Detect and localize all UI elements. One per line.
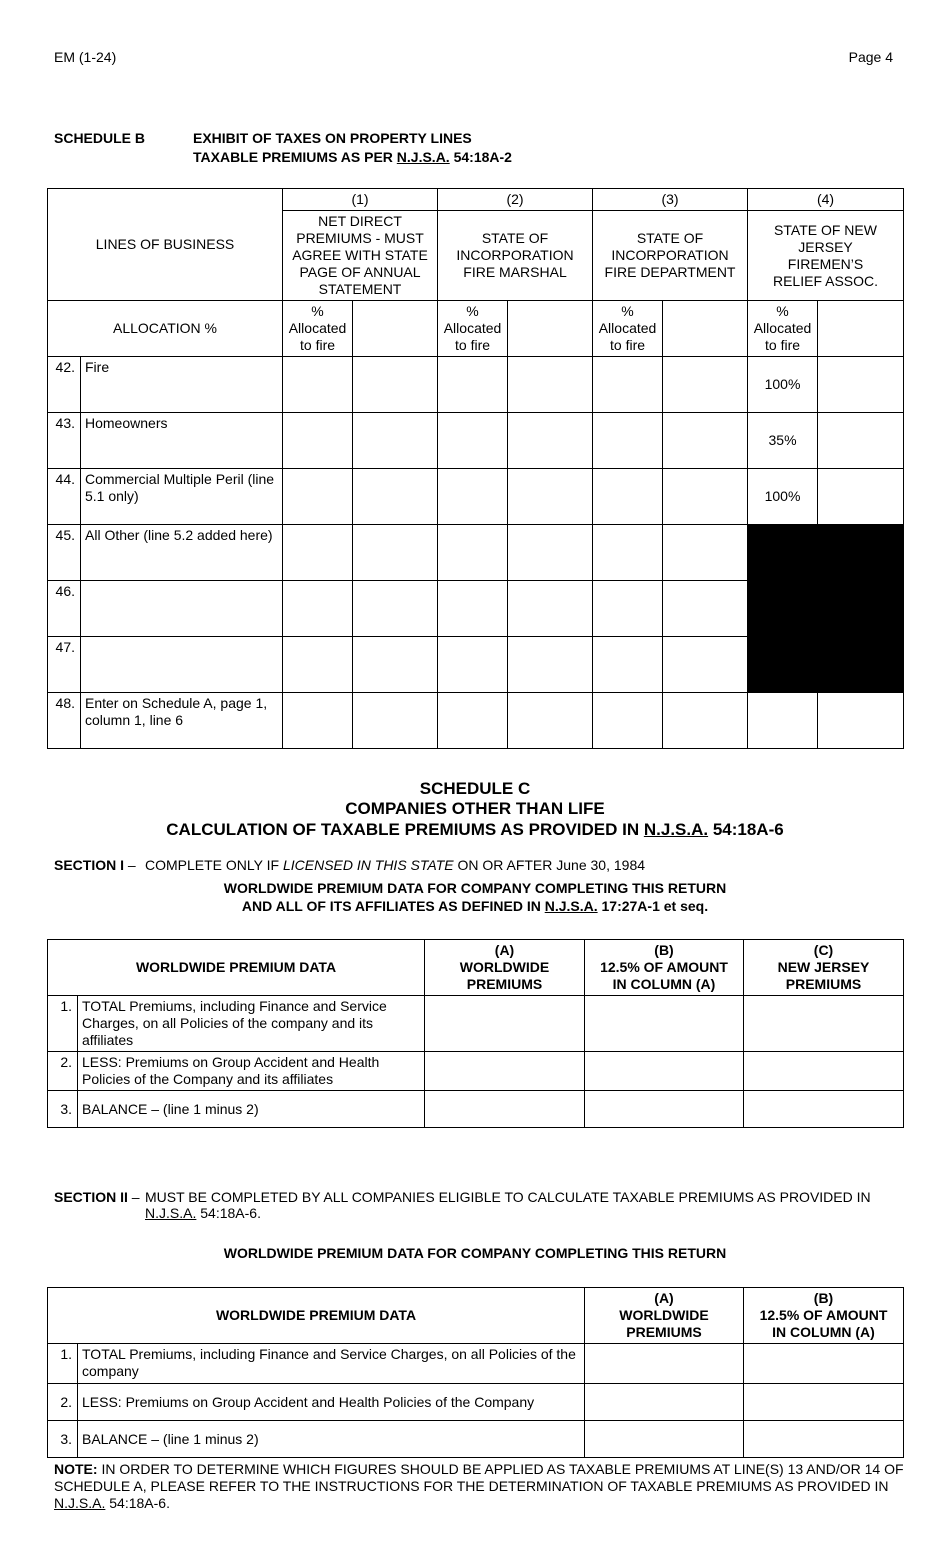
table-row xyxy=(48,525,904,581)
input-cell[interactable] xyxy=(663,693,748,749)
input-cell[interactable] xyxy=(425,1052,585,1091)
schedule-b-label: SCHEDULE B xyxy=(54,130,146,146)
row-number: 1. xyxy=(48,996,78,1052)
row-number: 1. xyxy=(48,1344,78,1384)
allocation-pct: 100% xyxy=(748,357,818,413)
input-cell[interactable] xyxy=(593,413,663,469)
row-number: 45. xyxy=(48,525,81,581)
input-cell[interactable] xyxy=(744,1421,904,1458)
table-row xyxy=(48,413,904,469)
input-cell[interactable] xyxy=(508,525,593,581)
col-4-number: (4) xyxy=(748,189,904,211)
col-c-header: (C) NEW JERSEY PREMIUMS xyxy=(744,940,904,996)
row-label: LESS: Premiums on Group Accident and Health Policies of the Company and its affiliates xyxy=(78,1052,425,1091)
table-row xyxy=(48,1344,904,1384)
input-cell[interactable] xyxy=(748,693,818,749)
input-cell[interactable] xyxy=(438,413,508,469)
row-number: 2. xyxy=(48,1384,78,1421)
input-cell[interactable] xyxy=(353,581,438,637)
input-cell[interactable] xyxy=(585,1052,744,1091)
input-cell[interactable] xyxy=(818,357,904,413)
section-2-table xyxy=(47,1287,904,1458)
col-3-number: (3) xyxy=(593,189,748,211)
input-cell[interactable] xyxy=(508,581,593,637)
lines-of-business-header: LINES OF BUSINESS xyxy=(48,189,283,301)
input-cell[interactable] xyxy=(438,637,508,693)
section-1-text: COMPLETE ONLY IF LICENSED IN THIS STATE ON OR AFTER June 30, 1984 xyxy=(145,857,646,873)
input-cell[interactable] xyxy=(744,1384,904,1421)
row-label: BALANCE – (line 1 minus 2) xyxy=(78,1421,585,1458)
row-label: Commercial Multiple Peril (line 5.1 only) xyxy=(81,469,283,525)
schedule-b-table xyxy=(47,188,904,749)
input-cell[interactable] xyxy=(593,357,663,413)
input-cell[interactable] xyxy=(593,637,663,693)
input-cell[interactable] xyxy=(585,1091,744,1128)
input-cell[interactable] xyxy=(818,469,904,525)
schedule-c-subtitle: COMPANIES OTHER THAN LIFE xyxy=(345,799,605,818)
pct-allocated-1: % Allocated to fire xyxy=(283,301,353,357)
row-label: Homeowners xyxy=(81,413,283,469)
input-cell[interactable] xyxy=(353,525,438,581)
row-label: Fire xyxy=(81,357,283,413)
note: NOTE: IN ORDER TO DETERMINE WHICH FIGURES SHOULD BE APPLIED AS TAXABLE PREMIUMS AT LINE(S) 13 AND/OR 14 OF SCHEDULE A, PLEASE REFER TO THE INSTRUCTIONS FOR THE DETERMINATION OF TAXABLE PREMIUMS AS PROVIDED IN N.J.S.A. 54:18A-6. xyxy=(54,1461,904,1511)
input-cell[interactable] xyxy=(818,693,904,749)
section-2-text: MUST BE COMPLETED BY ALL COMPANIES ELIGIBLE TO CALCULATE TAXABLE PREMIUMS AS PROVIDED IN N.J.S.A. 54:18A-6. xyxy=(145,1189,871,1221)
input-cell[interactable] xyxy=(663,413,748,469)
col-1-number: (1) xyxy=(283,189,438,211)
input-cell[interactable] xyxy=(353,469,438,525)
blacked-out-area xyxy=(748,525,904,693)
input-cell[interactable] xyxy=(353,693,438,749)
table-row xyxy=(48,693,904,749)
section-2-sub: WORLDWIDE PREMIUM DATA FOR COMPANY COMPLETING THIS RETURN xyxy=(223,1245,727,1261)
allocation-pct: 100% xyxy=(748,469,818,525)
table-header: WORLDWIDE PREMIUM DATA xyxy=(48,1288,585,1344)
input-cell[interactable] xyxy=(283,357,353,413)
row-number: 42. xyxy=(48,357,81,413)
input-cell[interactable] xyxy=(508,469,593,525)
table-row xyxy=(48,1421,904,1458)
row-number: 47. xyxy=(48,637,81,693)
input-cell[interactable] xyxy=(438,693,508,749)
table-row xyxy=(48,1052,904,1091)
row-number: 44. xyxy=(48,469,81,525)
pct-allocated-4: % Allocated to fire xyxy=(748,301,818,357)
row-label: TOTAL Premiums, including Finance and Service Charges, on all Policies of the company xyxy=(78,1344,585,1384)
amount-cell[interactable] xyxy=(353,301,438,357)
row-label xyxy=(81,581,283,637)
input-cell[interactable] xyxy=(438,357,508,413)
allocation-header: ALLOCATION % xyxy=(48,301,283,357)
amount-cell[interactable] xyxy=(508,301,593,357)
input-cell[interactable] xyxy=(283,469,353,525)
table-row xyxy=(48,996,904,1052)
schedule-c-calculation-title: CALCULATION OF TAXABLE PREMIUMS AS PROVIDED IN N.J.S.A. 54:18A-6 xyxy=(166,820,784,839)
input-cell[interactable] xyxy=(593,525,663,581)
row-number: 2. xyxy=(48,1052,78,1091)
form-id: EM (1-24) xyxy=(54,49,117,65)
col-2-title: STATE OF INCORPORATION FIRE MARSHAL xyxy=(438,211,593,301)
input-cell[interactable] xyxy=(663,581,748,637)
col-2-number: (2) xyxy=(438,189,593,211)
table-row xyxy=(48,1384,904,1421)
input-cell[interactable] xyxy=(585,1421,744,1458)
input-cell[interactable] xyxy=(353,637,438,693)
amount-cell[interactable] xyxy=(663,301,748,357)
input-cell[interactable] xyxy=(744,1091,904,1128)
input-cell[interactable] xyxy=(744,996,904,1052)
table-header: WORLDWIDE PREMIUM DATA xyxy=(48,940,425,996)
input-cell[interactable] xyxy=(438,525,508,581)
col-b-header: (B) 12.5% OF AMOUNT IN COLUMN (A) xyxy=(585,940,744,996)
input-cell[interactable] xyxy=(585,1384,744,1421)
amount-cell[interactable] xyxy=(818,301,904,357)
allocation-pct: 35% xyxy=(748,413,818,469)
input-cell[interactable] xyxy=(585,1344,744,1384)
row-label xyxy=(81,637,283,693)
input-cell[interactable] xyxy=(585,996,744,1052)
input-cell[interactable] xyxy=(283,581,353,637)
input-cell[interactable] xyxy=(663,469,748,525)
row-label: BALANCE – (line 1 minus 2) xyxy=(78,1091,425,1128)
row-number: 3. xyxy=(48,1091,78,1128)
pct-allocated-3: % Allocated to fire xyxy=(593,301,663,357)
input-cell[interactable] xyxy=(508,413,593,469)
row-number: 3. xyxy=(48,1421,78,1458)
input-cell[interactable] xyxy=(818,413,904,469)
input-cell[interactable] xyxy=(353,357,438,413)
row-number: 43. xyxy=(48,413,81,469)
schedule-c-title: SCHEDULE C xyxy=(419,779,531,798)
row-label: All Other (line 5.2 added here) xyxy=(81,525,283,581)
input-cell[interactable] xyxy=(593,693,663,749)
input-cell[interactable] xyxy=(425,996,585,1052)
pct-allocated-2: % Allocated to fire xyxy=(438,301,508,357)
col-1-title: NET DIRECT PREMIUMS - MUST AGREE WITH STATE PAGE OF ANNUAL STATEMENT xyxy=(283,211,438,301)
input-cell[interactable] xyxy=(508,357,593,413)
schedule-b-title-1: EXHIBIT OF TAXES ON PROPERTY LINES xyxy=(193,130,472,146)
row-label: LESS: Premiums on Group Accident and Health Policies of the Company xyxy=(78,1384,585,1421)
col-b-header: (B) 12.5% OF AMOUNT IN COLUMN (A) xyxy=(744,1288,904,1344)
table-row xyxy=(48,469,904,525)
section-1-heading: SECTION I – xyxy=(54,857,136,873)
input-cell[interactable] xyxy=(744,1344,904,1384)
input-cell[interactable] xyxy=(663,357,748,413)
input-cell[interactable] xyxy=(353,413,438,469)
input-cell[interactable] xyxy=(508,693,593,749)
section-1-sub-2: AND ALL OF ITS AFFILIATES AS DEFINED IN N.J.S.A. 17:27A-1 et seq. xyxy=(241,898,709,914)
row-number: 48. xyxy=(48,693,81,749)
schedule-b-title-2: TAXABLE PREMIUMS AS PER N.J.S.A. 54:18A-2 xyxy=(193,149,512,165)
input-cell[interactable] xyxy=(663,525,748,581)
section-1-table xyxy=(47,939,904,1128)
row-number: 46. xyxy=(48,581,81,637)
input-cell[interactable] xyxy=(744,1052,904,1091)
col-a-header: (A) WORLDWIDE PREMIUMS xyxy=(425,940,585,996)
input-cell[interactable] xyxy=(438,581,508,637)
table-row xyxy=(48,357,904,413)
input-cell[interactable] xyxy=(283,693,353,749)
input-cell[interactable] xyxy=(438,469,508,525)
col-3-title: STATE OF INCORPORATION FIRE DEPARTMENT xyxy=(593,211,748,301)
table-row xyxy=(48,1091,904,1128)
section-2-heading: SECTION II – xyxy=(54,1189,140,1205)
input-cell[interactable] xyxy=(508,637,593,693)
input-cell[interactable] xyxy=(283,525,353,581)
input-cell[interactable] xyxy=(593,469,663,525)
row-label: Enter on Schedule A, page 1, column 1, line 6 xyxy=(81,693,283,749)
input-cell[interactable] xyxy=(663,637,748,693)
section-1-sub-1: WORLDWIDE PREMIUM DATA FOR COMPANY COMPLETING THIS RETURN xyxy=(223,880,727,896)
input-cell[interactable] xyxy=(425,1091,585,1128)
input-cell[interactable] xyxy=(593,581,663,637)
col-a-header: (A) WORLDWIDE PREMIUMS xyxy=(585,1288,744,1344)
col-4-title: STATE OF NEW JERSEY FIREMEN’S RELIEF ASSOC. xyxy=(748,211,904,301)
input-cell[interactable] xyxy=(283,637,353,693)
input-cell[interactable] xyxy=(283,413,353,469)
page-number: Page 4 xyxy=(848,49,893,65)
row-label: TOTAL Premiums, including Finance and Service Charges, on all Policies of the company and its affiliates xyxy=(78,996,425,1052)
